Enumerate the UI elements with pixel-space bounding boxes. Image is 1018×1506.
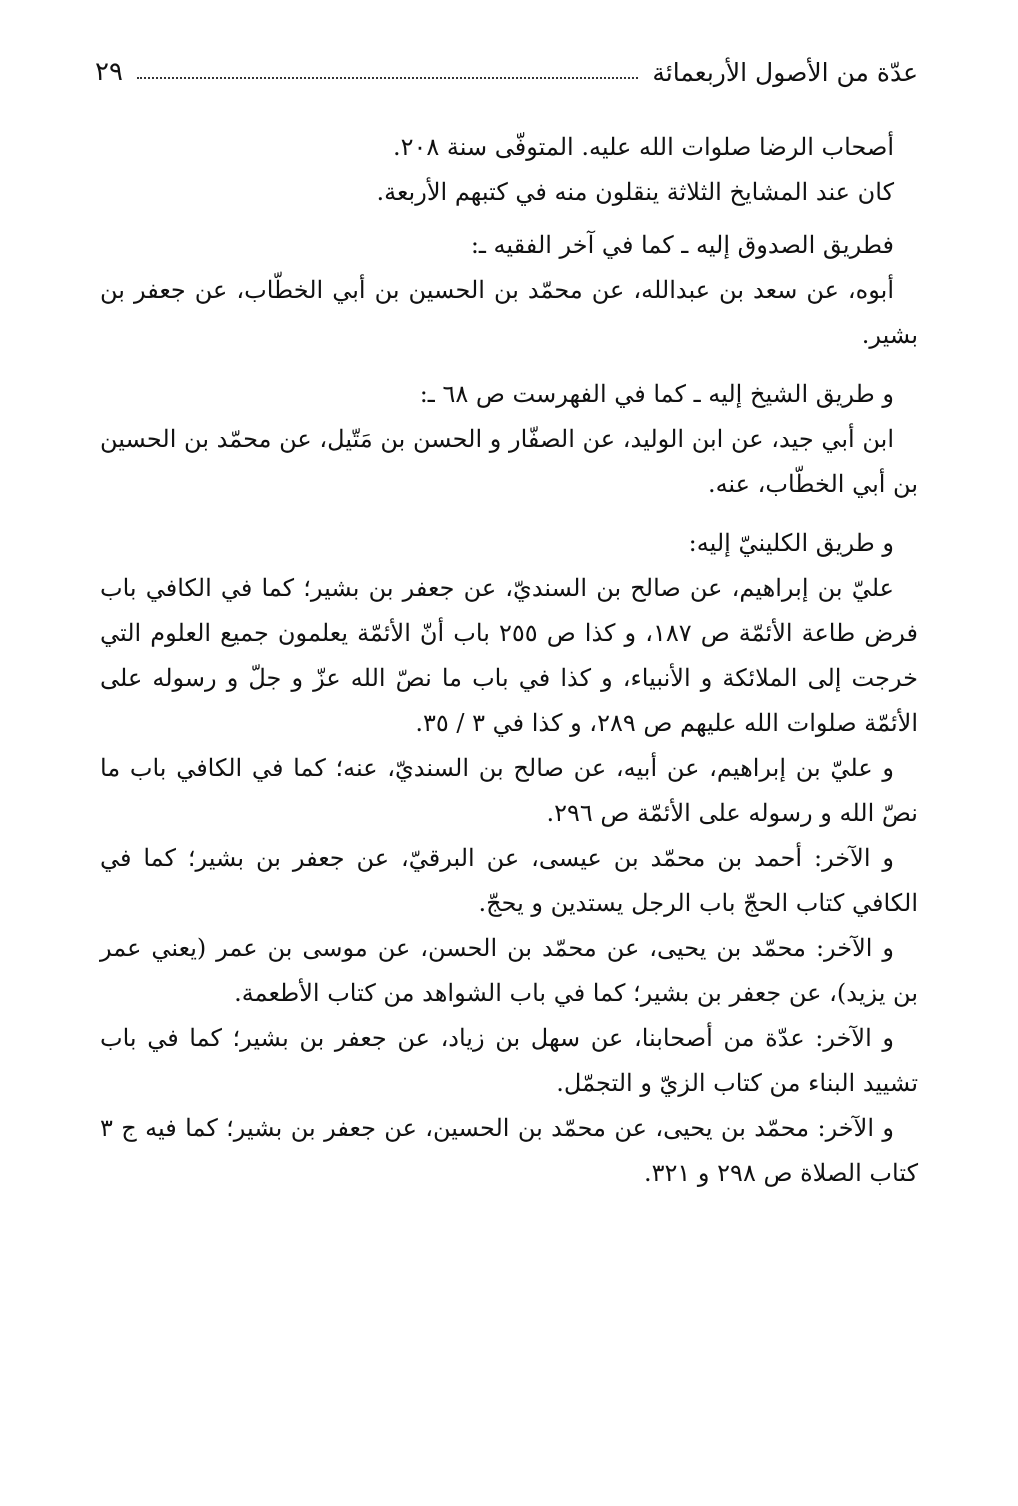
page-header (95, 52, 918, 92)
paragraph-13: و الآخر: محمّد بن يحيى، عن محمّد بن الحسين، عن جعفر بن بشير؛ كما فيه ج ٣ كتاب الصلاة ص ٢٩٨ و ٣٢١. (100, 1114, 918, 1187)
paragraph-5: و طريق الشيخ إليه ـ كما في الفهرست ص ٦٨ ـ: (419, 380, 894, 408)
paragraph-7: و طريق الكلينيّ إليه: (688, 529, 894, 557)
paragraph-12: و الآخر: عدّة من أصحابنا، عن سهل بن زياد، عن جعفر بن بشير؛ كما في باب تشييد البناء من كتاب الزيّ و التجمّل. (100, 1024, 918, 1097)
body-text (100, 125, 918, 1196)
paragraph-6: ابن أبي جيد، عن ابن الوليد، عن الصفّار و الحسن بن مَتّيل، عن محمّد بن الحسين بن أبي الخطّاب، عنه. (100, 425, 918, 498)
header-dot-leader (137, 77, 638, 79)
paragraph-9: و عليّ بن إبراهيم، عن أبيه، عن صالح بن السنديّ، عنه؛ كما في الكافي باب ما نصّ الله و رسوله على الأئمّة ص ٢٩٦. (100, 754, 918, 827)
paragraph-10: و الآخر: أحمد بن محمّد بن عيسى، عن البرقيّ، عن جعفر بن بشير؛ كما في الكافي كتاب الحجّ باب الرجل يستدين و يحجّ. (100, 844, 918, 917)
paragraph-3: فطريق الصدوق إليه ـ كما في آخر الفقيه ـ: (470, 231, 894, 259)
paragraph-2: كان عند المشايخ الثلاثة ينقلون منه في كتبهم الأربعة. (376, 178, 894, 206)
paragraph-1: أصحاب الرضا صلوات الله عليه. المتوفّى سنة ٢٠٨. (392, 133, 894, 161)
page-number: ٢٩ (95, 57, 123, 87)
running-title: عدّة من الأصول الأربعمائة (652, 57, 918, 87)
paragraph-4: أبوه، عن سعد بن عبدالله، عن محمّد بن الحسين بن أبي الخطّاب، عن جعفر بن بشير. (100, 276, 918, 349)
paragraph-8: عليّ بن إبراهيم، عن صالح بن السنديّ، عن جعفر بن بشير؛ كما في الكافي باب فرض طاعة الأئمّة ص ١٨٧، و كذا ص ٢٥٥ باب أنّ الأئمّة يعلمون جميع العلوم التي خرجت إلى الملائكة و الأنبياء، و كذا في باب ما نصّ الله عزّ و جلّ و رسوله على الأئمّة صلوات الله عليهم ص ٢٨٩، و كذا في ٣ / ٣٥. (100, 574, 919, 737)
paragraph-11: و الآخر: محمّد بن يحيى، عن محمّد بن الحسن، عن موسى بن عمر (يعني عمر بن يزيد)، عن جعفر بن بشير؛ كما في باب الشواهد من كتاب الأطعمة. (100, 934, 918, 1007)
